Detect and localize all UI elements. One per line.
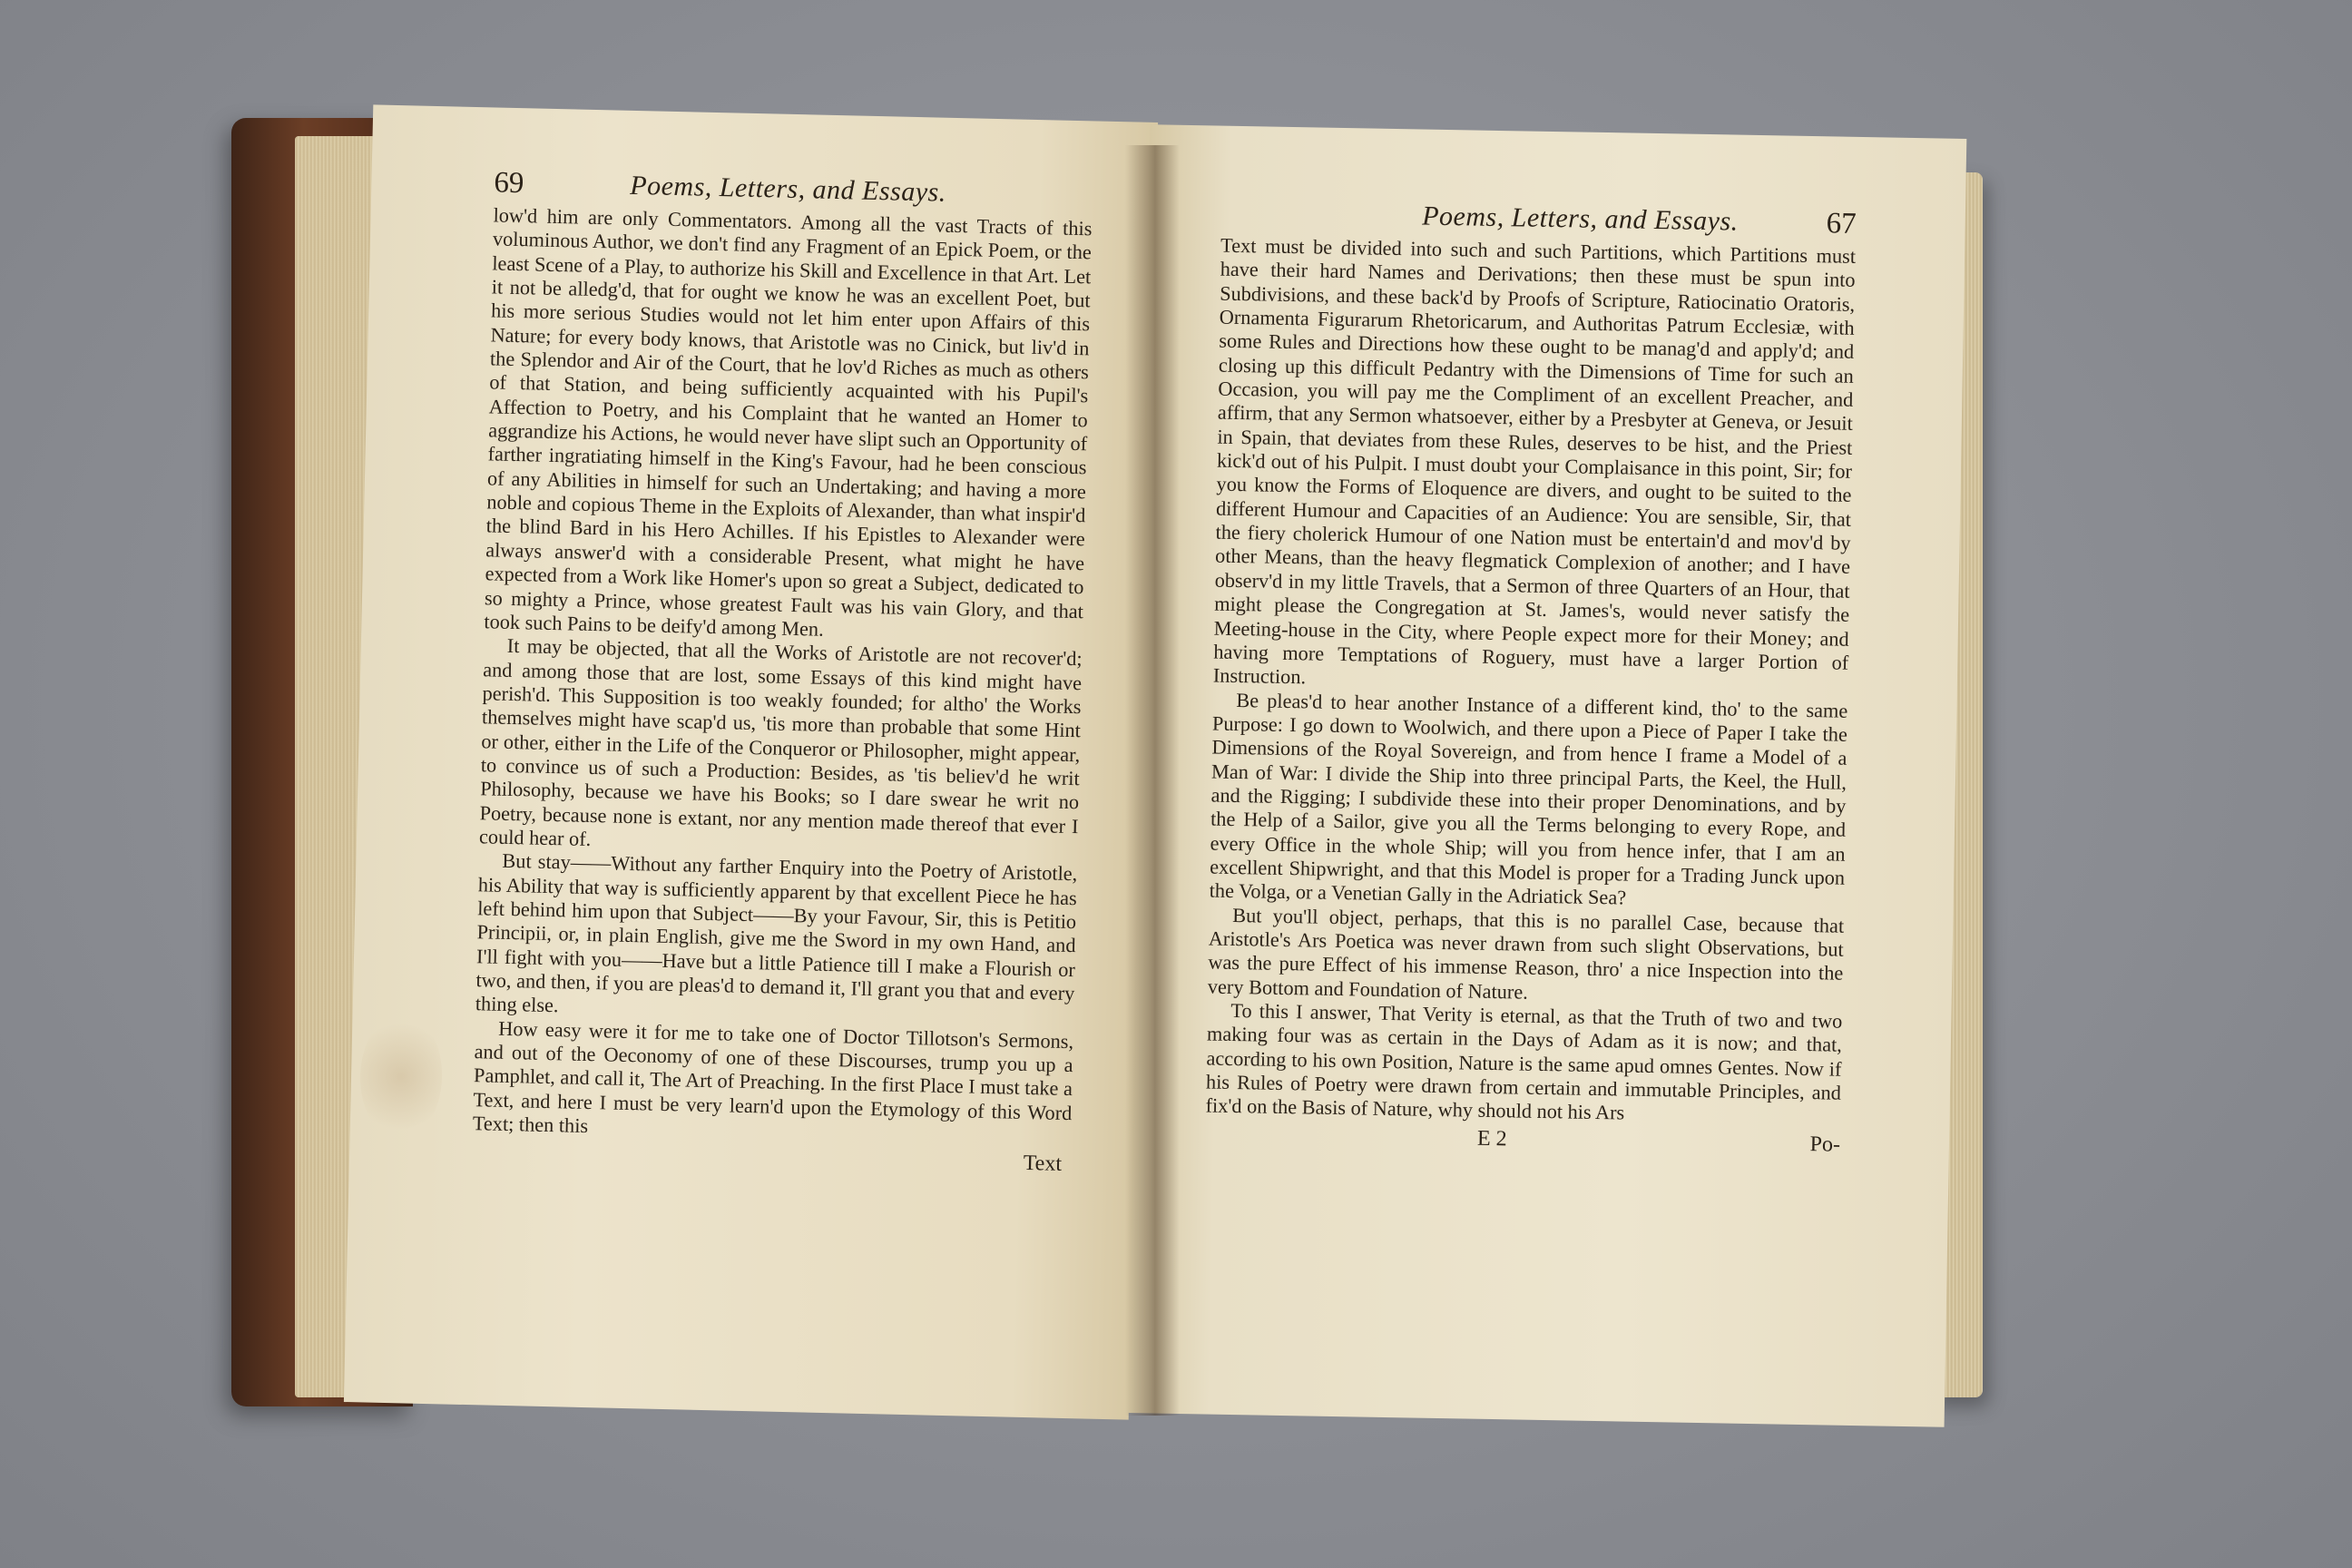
page-number: 67 [1826, 207, 1857, 240]
paragraph: low'd him are only Commentators. Among all the vast Tracts of this voluminous Author, we don't find any Fragment of an Epick Poem, or the least Scene of a Play, to authorize his Skill and Excellence in that Art. Let it not be alledg'd, that for ought we know he was an excellent Poet, but his more serious Studies would not let him enter upon Affairs of this Nature; for every body knows, that Aristotle was no Cinick, but liv'd in the Splendor and Air of the Court, that he lov'd Riches as much as others of that Station, and being sufficiently acquainted with his Pupil's Affection to Poetry, and his Complaint that he wanted an Homer to aggrandize his Actions, he would never have slipt such an Opportunity of farther ingratiating himself in the King's Favour, had he been conscious of any Abilities in himself for such an Undertaking; and having a more noble and copious Theme in the Exploits of Alexander, than what inspir'd the blind Bard in his Hero Achilles. If his Epistles to Alexander were always answer'd with a considerable Present, what might he have expected from a Work like Homer's upon so great a Subject, dedicated to so mighty a Prince, whose greatest Fault was his vain Glory, and that took such Pains to be deify'd among Men. [484, 203, 1093, 641]
paragraph: It may be objected, that all the Works of Aristotle are not recover'd; and among those that are lost, some Essays of this kind might have perish'd. This Supposition is too weakly founded; for altho' the Works themselves might have scap'd us, 'tis more than probable that some Hint or other, either in the Life of the Conqueror or Philosopher, might appear, to convince us of such a Production: Besides, as 'tis believ'd he writ Philosophy, because we have his Books; so I dare swear he writ no Poetry, because none is extant, nor any mention made thereof that ever I could hear of. [478, 634, 1083, 850]
paragraph: But you'll object, perhaps, that this is no parallel Case, because that Aristotle's Ars Poetica was never drawn from such slight Observations, but was the pure Effect of his immense Reason, thro' a nice Inspection into the very Bottom and Foundation of Nature. [1207, 903, 1845, 1004]
running-title: Poems, Letters, and Essays. [1421, 201, 1739, 237]
paragraph: Text must be divided into such and such Partitions, which Partitions must have their hard Names and Derivations; then these must be spun into Subdivisions, and these back'd by Proofs of Scripture, Ratiocinatio Oratoris, Ornamenta Figurarum Rhetoricarum, and Authoritas Patrum Ecclesiæ, with some Rules and Directions how these ought to be manag'd and apply'd; and closing up this difficult Pedantry with the Dimensions of Time for such an Occasion, you will pay me the Compliment of an excellent Preacher, and affirm, that any Sermon whatsoever, either by a Presbyter at Geneva, or Jesuit in Spain, that deviates from these Rules, deserves to be hist, and the Priest kick'd out of his Pulpit. I must doubt your Complaisance in this point, Sir; for you know the Forms of Eloquence are divers, and ought to be suited to the different Humour and Capacities of an Audience: You are sensible, Sir, that the fiery cholerick Humour of one Nation must be entertain'd and mov'd by other Means, than the heavy flegmatick Complexion of another; and I have observ'd in my little Travels, that a Sermon of three Quarters of an Hour, that might please the Congregation at St. James's, would never satisfy the Meeting-house in the City, where People expect more for their Money; and having more Temptations of Roguery, must have a larger Portion of Instruction. [1212, 233, 1857, 689]
running-title: Poems, Letters, and Essays. [630, 170, 947, 208]
paragraph: But stay——Without any farther Enquiry into the Poetry of Aristotle, his Ability that way is sufficiently apparent by that excellent Piece he has left behind him upon that Subject——By your Favour, Sir, this is Petitio Principii, or, in plain English, give me the Sword in my own Hand, and I'll fight with you——Have but a little Patience till I make a Flourish or two, and then, if you are pleas'd to demand it, I'll grant you that and every thing else. [475, 849, 1078, 1017]
paragraph: To this I answer, That Verity is eternal, as that the Truth of two and two making four was as certain in the Days of Adam as it is now; and that, according to his own Position, Nature is the same apud omnes Gentes. Now if his Rules of Poetry were drawn from certain and immutable Principles, and fix'd on the Basis of Nature, why should not his Ars [1205, 998, 1843, 1124]
foxing-stain [358, 1012, 443, 1141]
right-page [1128, 124, 1967, 1426]
open-book [231, 109, 1983, 1425]
left-body-text [473, 203, 1093, 1149]
signature-mark: E 2 [1476, 1126, 1507, 1152]
page-number: 69 [494, 166, 524, 201]
catchword: Text [1023, 1152, 1063, 1177]
paragraph: Be pleas'd to hear another Instance of a different kind, tho' to the same Purpose: I go down to Woolwich, and there upon a Piece of Paper I take the Dimensions of the Royal Sovereign, and from hence I frame a Model of a Man of War: I divide the Ship into three principal Parts, the Keel, the Hull, and the Rigging; I subdivide these into their proper Denominations, and by the Help of a Sailor, give you all the Terms belonging to every Rope, and every Office in the whole Ship; will you from hence infer, that I am an excellent Shipwright, and that this Model is proper for a Trading Junck upon the Volga, or a Venetian Gally in the Adriatick Sea? [1209, 688, 1848, 909]
right-body-text [1205, 234, 1856, 1130]
paragraph: How easy were it for me to take one of Doctor Tillotson's Sermons, and out of the Oeconomy of one of these Discourses, trump you up a Pamphlet, and call it, The Art of Preaching. In the first Place I must take a Text, and here I must be very learn'd upon the Etymology of this Word Text; then this [472, 1016, 1074, 1138]
right-page-footer [1205, 1122, 1840, 1163]
left-page [344, 104, 1158, 1419]
catchword: Po- [1809, 1132, 1841, 1157]
